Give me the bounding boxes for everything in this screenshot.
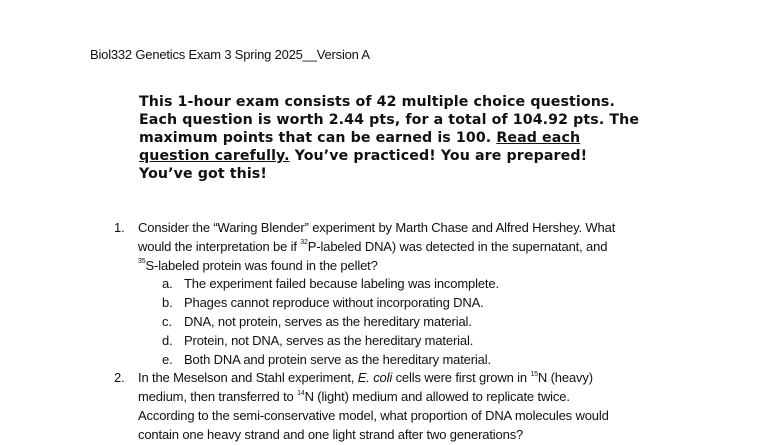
choice-text: DNA, not protein, serves as the hereditary material. xyxy=(184,313,472,329)
choice-text: The experiment failed because labeling was incomplete. xyxy=(184,276,499,292)
instructions-line: This 1-hour exam consists of 42 multiple choice questions. xyxy=(139,94,615,110)
question-text: N (heavy) xyxy=(537,370,593,386)
instructions-line xyxy=(139,129,699,147)
question-number: 1. xyxy=(114,220,125,235)
answer-choices xyxy=(138,275,710,369)
choice-letter: c. xyxy=(162,313,172,329)
read-carefully-emphasis: Read each xyxy=(496,130,581,146)
read-carefully-emphasis: question carefully. xyxy=(139,148,290,164)
choice-text: Protein, not DNA, serves as the hereditary material. xyxy=(184,332,474,348)
instructions-line: Each question is worth 2.44 pts, for a total of 104.92 pts. The xyxy=(139,112,640,128)
answer-choice xyxy=(138,332,710,351)
question-list xyxy=(110,219,710,445)
instructions-line xyxy=(139,147,699,165)
choice-letter: b. xyxy=(162,295,173,311)
question-text: medium, then transferred to xyxy=(138,389,298,405)
choice-letter: e. xyxy=(162,351,173,367)
question-text: cells were first grown in xyxy=(392,370,531,386)
question-text: S-labeled protein was found in the pellet? xyxy=(145,257,378,273)
question-text-line: According to the semi-conservative model, what proportion of DNA molecules would xyxy=(138,407,609,423)
choice-letter: d. xyxy=(162,332,173,348)
choice-text: Both DNA and protein serve as the hereditary material. xyxy=(184,351,491,367)
question-text: P-labeled DNA) was detected in the supernatant, and xyxy=(307,238,608,254)
question-text-line xyxy=(138,388,710,407)
superscript: 32 xyxy=(300,239,308,247)
choice-text: Phages cannot reproduce without incorporating DNA. xyxy=(184,295,484,311)
question-number: 2. xyxy=(114,370,125,386)
superscript: 15 xyxy=(530,371,538,379)
question-text: would the interpretation be if xyxy=(138,238,301,254)
question-text-line: Consider the “Waring Blender” experiment by Marth Chase and Alfred Hershey. What xyxy=(138,220,616,235)
instructions-text: You’ve practiced! You are prepared! xyxy=(289,148,588,164)
question-text: In the Meselson and Stahl experiment, xyxy=(138,370,358,386)
answer-choice xyxy=(138,351,710,370)
answer-choice xyxy=(138,294,710,313)
question-text: N (light) medium and allowed to replicate twice. xyxy=(304,389,570,405)
question-2 xyxy=(110,369,710,444)
superscript: 35 xyxy=(138,258,146,266)
question-text-line xyxy=(138,257,710,276)
answer-choice xyxy=(138,313,710,332)
answer-choice xyxy=(138,275,710,294)
species-name: E. coli xyxy=(357,370,393,386)
exam-title: Biol332 Genetics Exam 3 Spring 2025__Version A xyxy=(90,47,370,62)
question-1 xyxy=(110,219,710,369)
question-text-line xyxy=(138,369,710,388)
instructions-line: You’ve got this! xyxy=(139,166,267,182)
choice-letter: a. xyxy=(162,276,173,292)
exam-instructions xyxy=(139,93,699,183)
superscript: 14 xyxy=(297,389,305,397)
question-text-line xyxy=(138,238,710,257)
instructions-text: maximum points that can be earned is 100. xyxy=(139,130,497,146)
question-text-line: contain one heavy strand and one light strand after two generations? xyxy=(138,426,524,442)
